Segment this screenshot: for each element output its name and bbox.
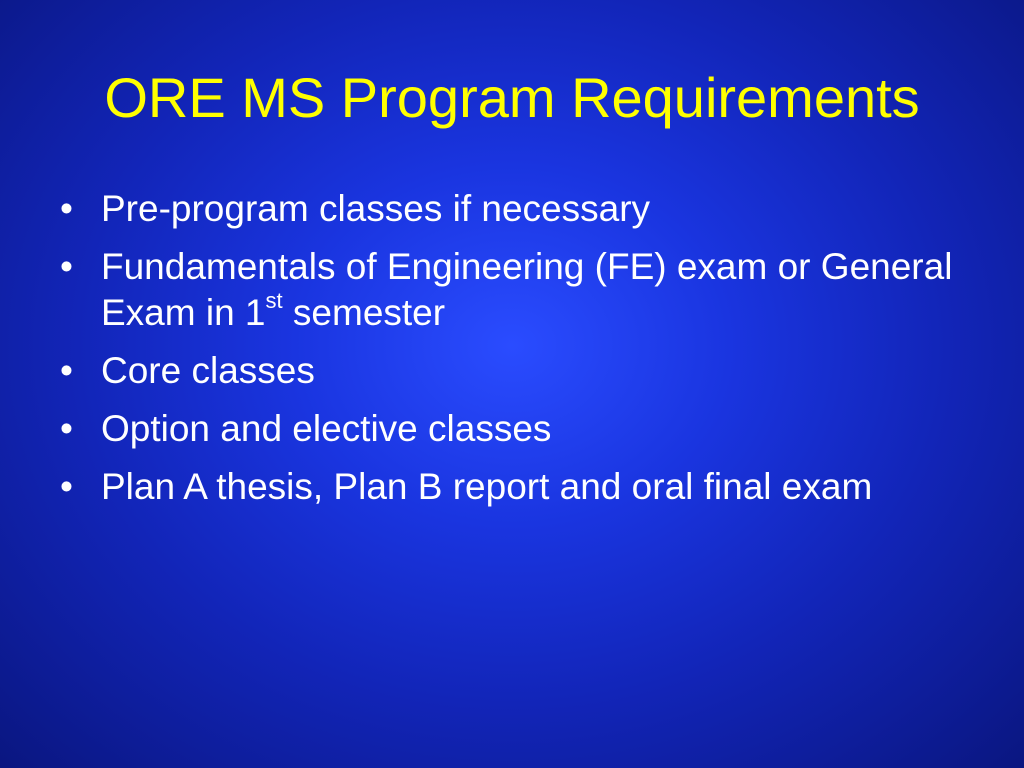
list-item [60, 348, 960, 394]
bullet-text [101, 246, 952, 333]
bullet-icon: • [60, 466, 73, 507]
bullet-icon: • [60, 350, 73, 391]
bullet-text-main: Fundamentals of Engineering (FE) exam or General Exam in 1 [101, 246, 953, 333]
list-item [60, 406, 960, 452]
bullet-text-superscript: st [265, 287, 283, 313]
bullet-list [60, 186, 960, 522]
list-item [60, 464, 960, 510]
list-item [60, 186, 960, 232]
bullet-text-tail: semester [282, 292, 446, 333]
bullet-icon: • [60, 408, 73, 449]
list-item [60, 244, 960, 336]
bullet-text: Core classes [101, 350, 315, 391]
bullet-text: Plan A thesis, Plan B report and oral final exam [101, 466, 873, 507]
bullet-icon: • [60, 188, 73, 229]
bullet-text: Pre-program classes if necessary [101, 188, 651, 229]
bullet-icon: • [60, 246, 73, 287]
bullet-text: Option and elective classes [101, 408, 552, 449]
slide-title: ORE MS Program Requirements [104, 66, 920, 129]
